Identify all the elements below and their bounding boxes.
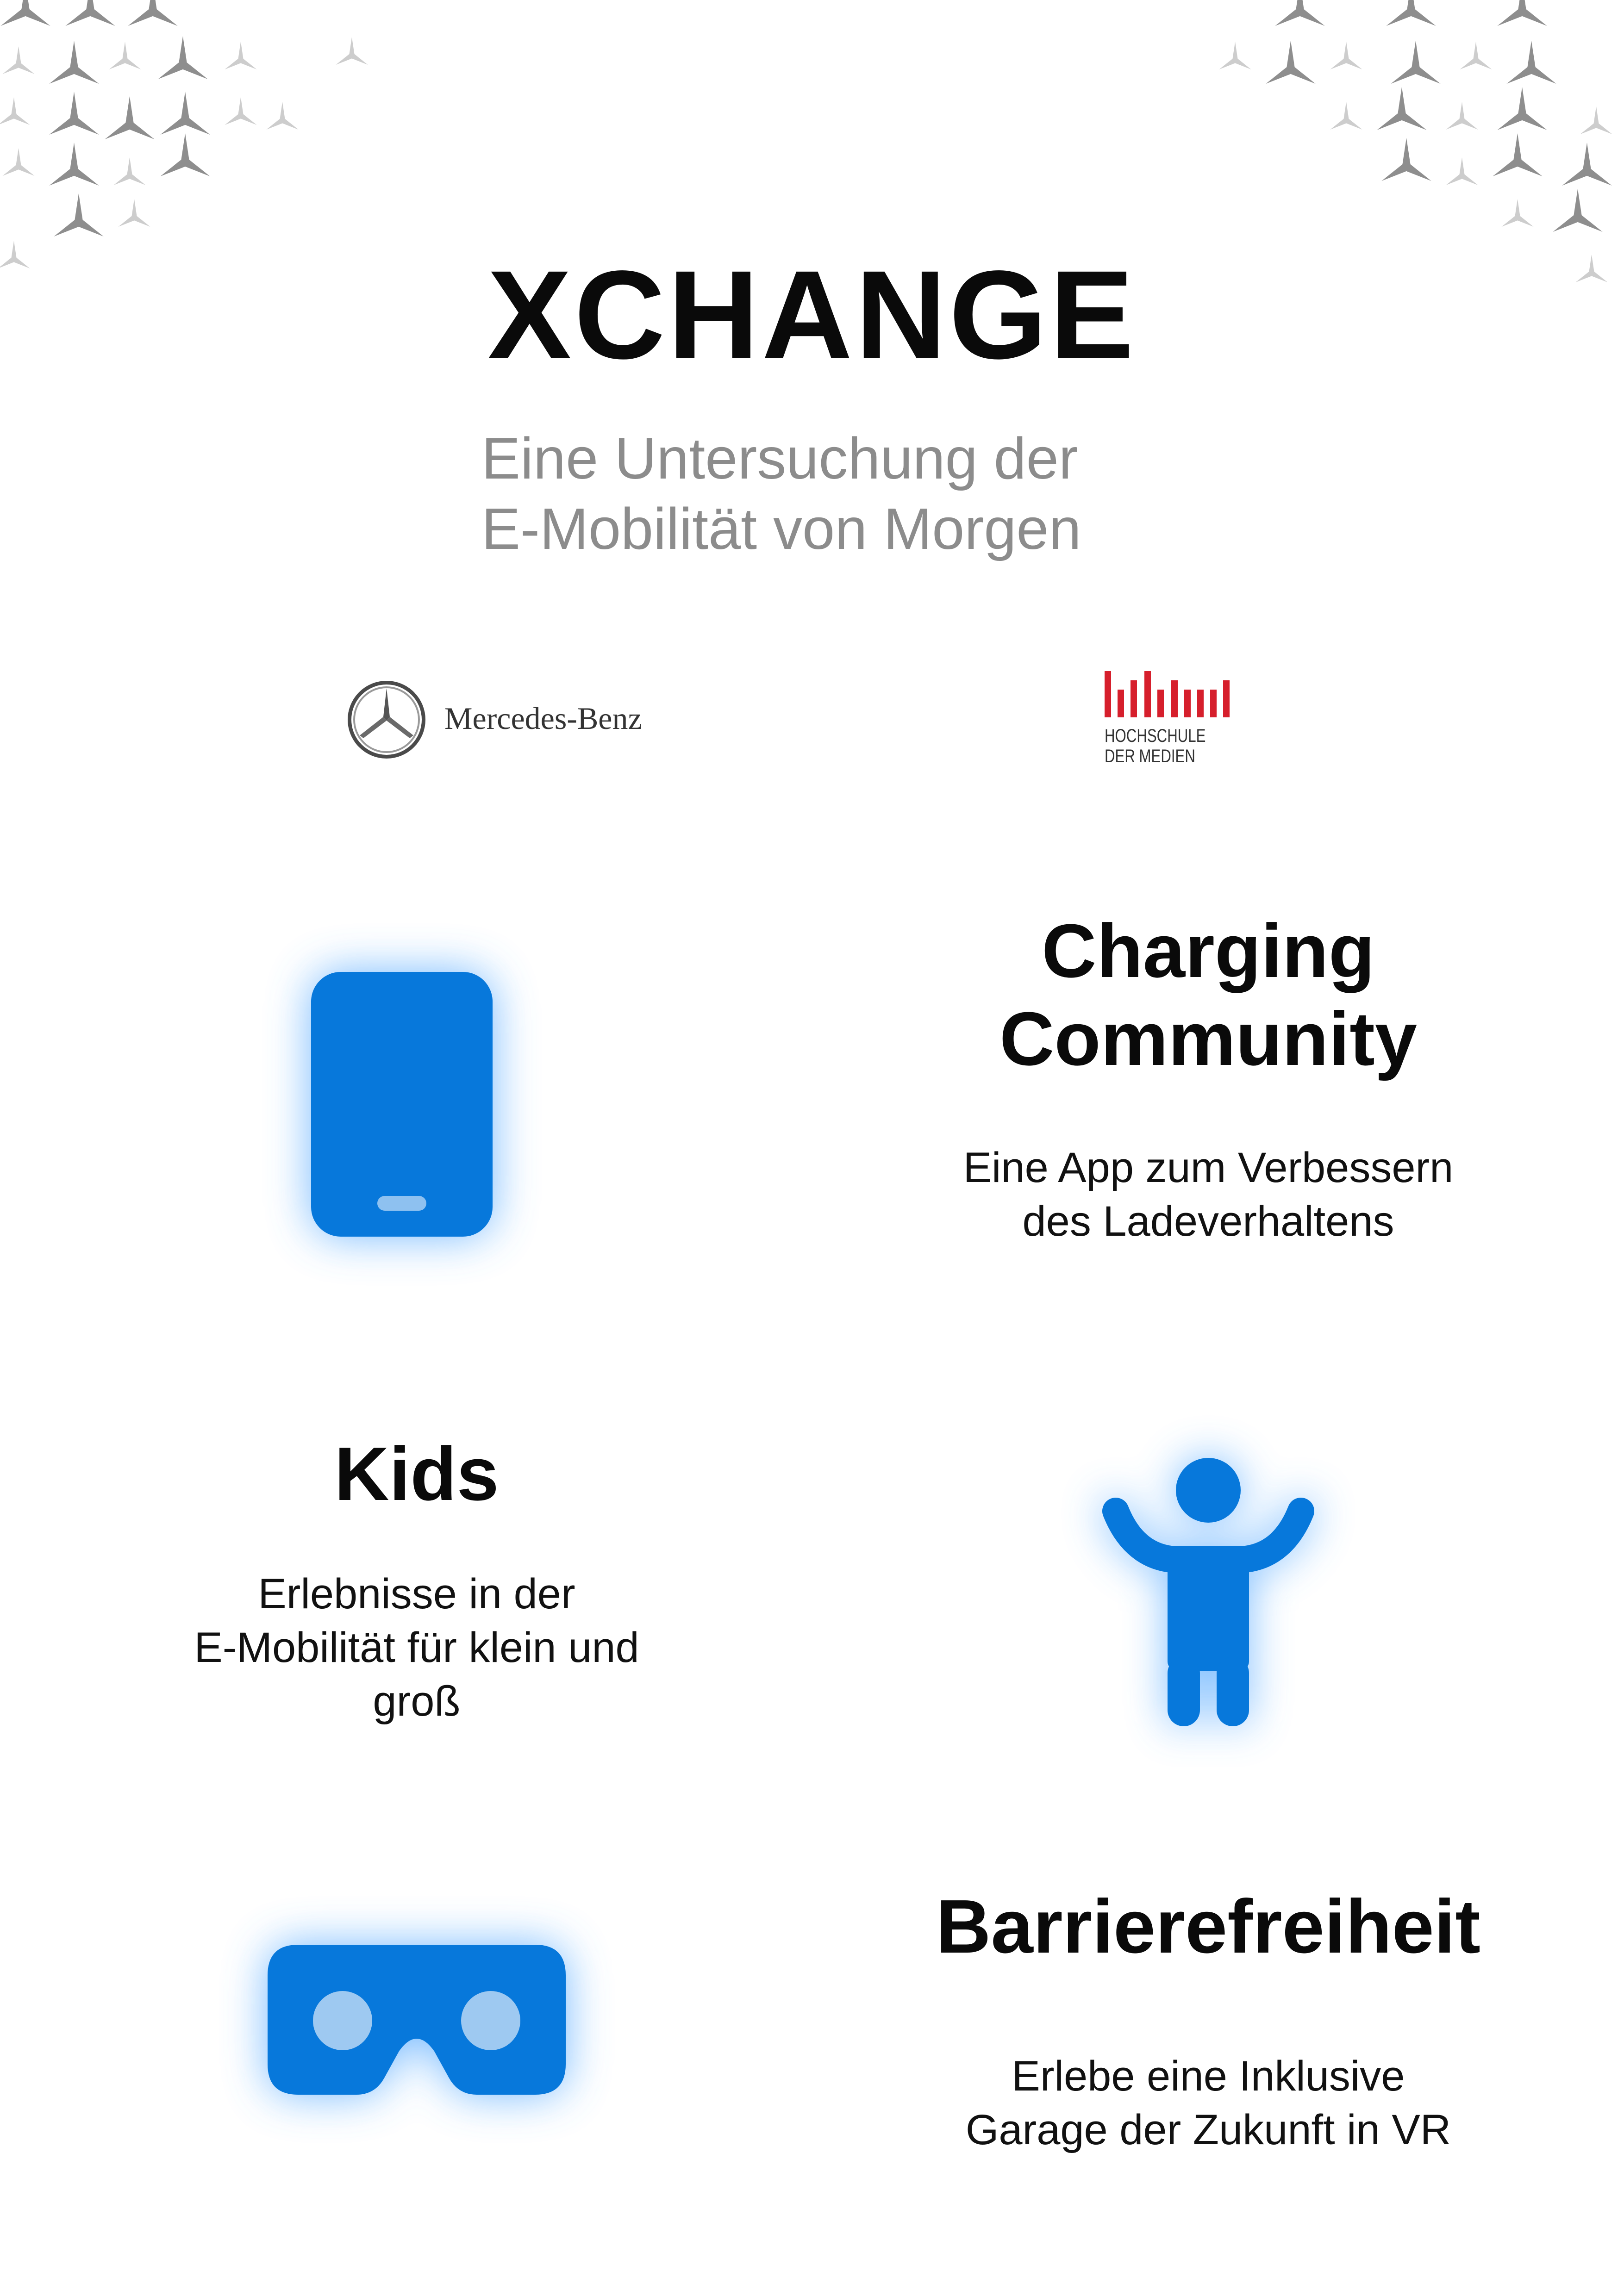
mercedes-benz-wordmark: Mercedes-Benz [444, 701, 642, 736]
decorative-star-icon [65, 0, 115, 26]
page-subtitle [481, 423, 1315, 564]
decorative-star-icon [1562, 143, 1612, 186]
smartphone-icon [259, 916, 546, 1268]
decorative-star-icon [1493, 133, 1542, 176]
kids-heading [93, 1430, 741, 1518]
decorative-star-icon [113, 157, 145, 185]
heading-line: Charging [1042, 908, 1375, 993]
description-line: Erlebnisse in der [258, 1570, 575, 1618]
description-line: Eine App zum Verbessern [963, 1144, 1454, 1191]
decorative-star-icon [49, 143, 99, 186]
description-line: E-Mobilität für klein und [194, 1624, 639, 1671]
mercedes-benz-logo [345, 678, 669, 761]
decorative-star-icon [225, 97, 256, 125]
decorative-star-icon [1266, 41, 1315, 84]
decorative-star-icon [1330, 42, 1362, 69]
decorative-star-icon [1553, 189, 1602, 232]
decorative-star-icon [1580, 106, 1612, 134]
description-line: Garage der Zukunft in VR [965, 2106, 1451, 2153]
decorative-star-icon [1381, 138, 1431, 181]
decorative-star-icon [1497, 87, 1547, 130]
decorative-star-icon [1386, 0, 1436, 26]
decorative-star-icon [225, 42, 256, 69]
barrierefreiheit-heading [880, 1883, 1537, 1971]
description-line: Erlebe eine Inklusive [1012, 2053, 1405, 2100]
decorative-star-icon [1506, 41, 1556, 84]
decorative-star-icon [1275, 0, 1324, 26]
description-line: groß [373, 1678, 461, 1725]
decorative-star-icon [0, 0, 50, 26]
charging-community-description [880, 1141, 1537, 1248]
decorative-star-icon [2, 46, 34, 74]
decorative-star-icon [1391, 41, 1440, 84]
decorative-star-icon [54, 193, 103, 236]
mercedes-star-logo-icon [345, 678, 428, 761]
decorative-star-icon [160, 133, 210, 176]
decorative-star-icon [1330, 102, 1362, 130]
decorative-star-icon [49, 41, 99, 84]
hdm-wordmark-line: HOCHSCHULE [1105, 726, 1206, 746]
decorative-star-icon [1446, 157, 1478, 185]
decorative-star-icon [1460, 42, 1492, 69]
decorative-star-icon [1219, 42, 1251, 69]
description-line: des Ladeverhaltens [1022, 1198, 1394, 1245]
vr-headset-icon [213, 1888, 620, 2194]
heading-line: Barrierefreiheit [936, 1884, 1480, 1969]
barrierefreiheit-description [880, 2049, 1537, 2157]
decorative-star-icon [266, 102, 298, 130]
heading-line: Community [999, 996, 1417, 1081]
decorative-star-icon [158, 36, 207, 79]
decorative-star-icon [105, 96, 154, 139]
decorative-star-icon [0, 97, 30, 125]
page-title: XCHANGE [487, 244, 1137, 385]
decorative-star-icon [1446, 102, 1478, 130]
decorative-star-icon [336, 37, 368, 65]
hdm-bars-logo-icon [1102, 666, 1236, 727]
subtitle-line: Eine Untersuchung der [481, 426, 1078, 491]
hdm-wordmark-line: DER MEDIEN [1105, 746, 1195, 766]
subtitle-line: E-Mobilität von Morgen [481, 496, 1081, 561]
decorative-star-icon [118, 199, 150, 227]
decorative-star-icon [160, 92, 210, 135]
heading-line: Kids [334, 1431, 499, 1516]
decorative-star-icon [49, 92, 99, 135]
decorative-star-icon [1501, 199, 1533, 227]
decorative-star-icon [109, 42, 141, 69]
decorative-star-icon [2, 148, 34, 176]
hochschule-der-medien-logo [1102, 666, 1236, 778]
child-icon [1046, 1398, 1370, 1805]
charging-community-heading [880, 907, 1537, 1083]
decorative-star-icon [1497, 0, 1547, 26]
decorative-star-icon [128, 0, 177, 26]
decorative-star-icon [1377, 87, 1426, 130]
kids-description [93, 1567, 741, 1728]
